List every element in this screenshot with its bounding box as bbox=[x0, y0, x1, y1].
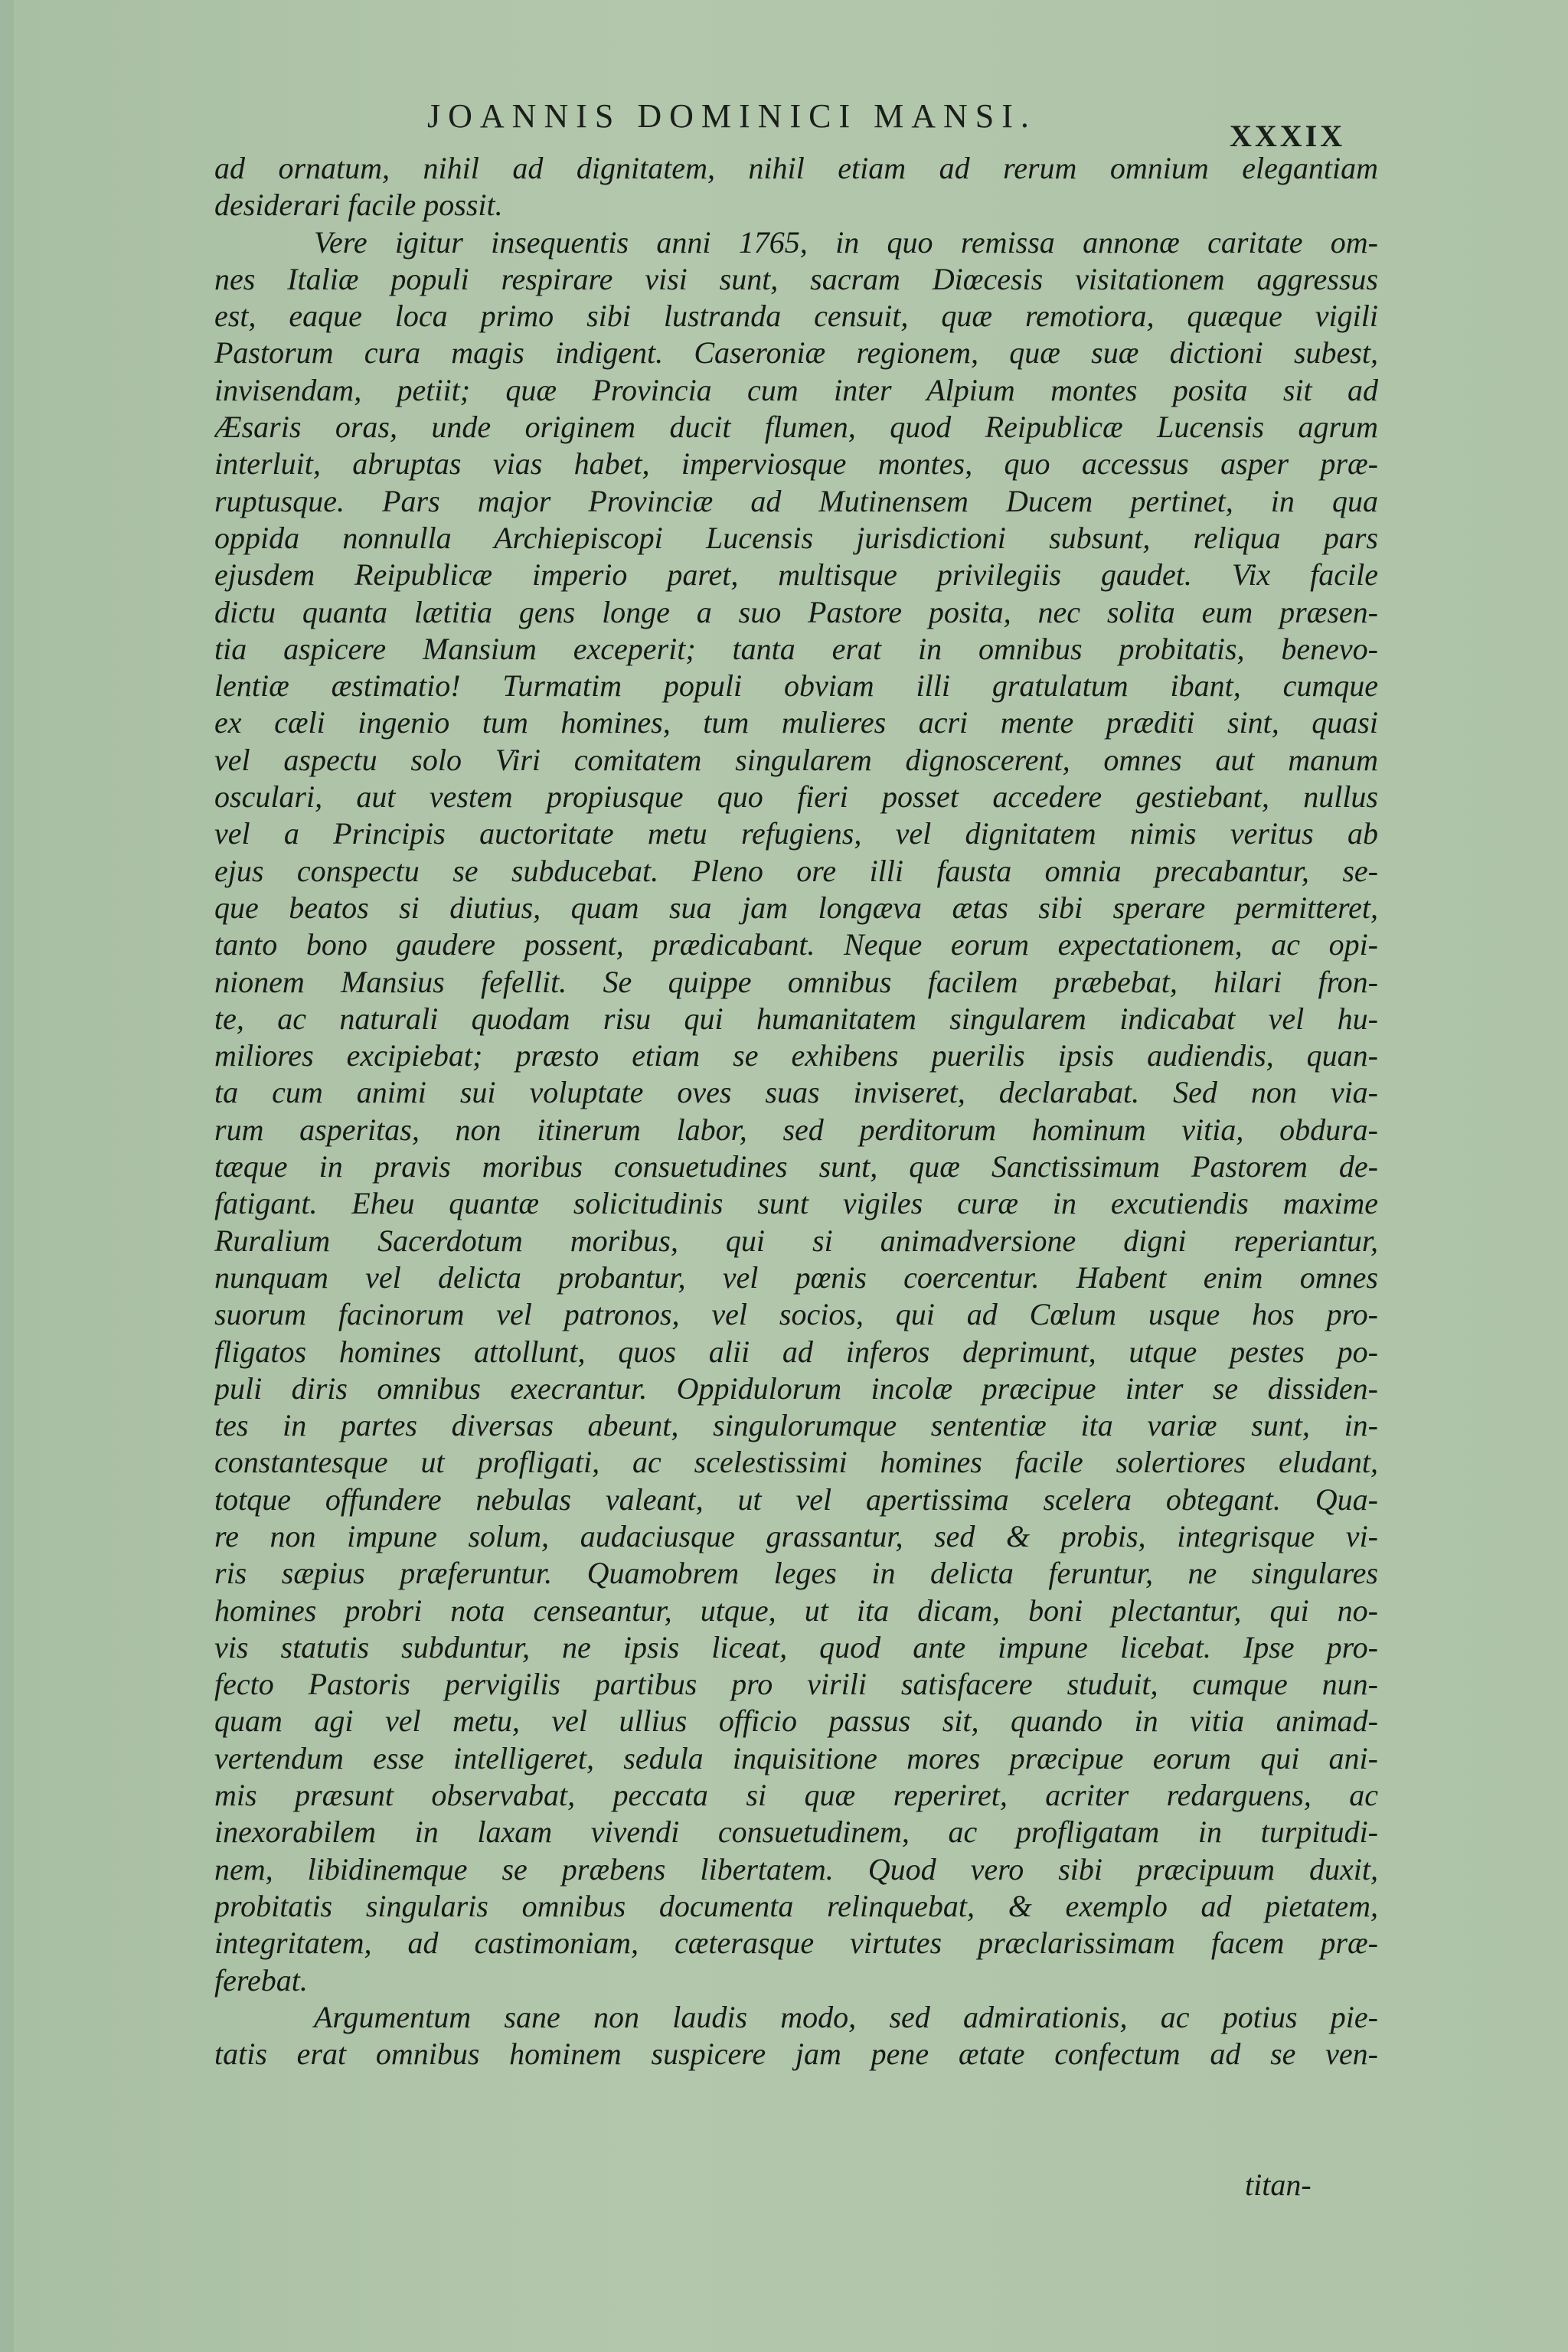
text-line: te, ac naturali quodam risu qui humanitatem singularem indicabat vel hu- bbox=[214, 1001, 1378, 1036]
text-line: rum asperitas, non itinerum labor, sed perditorum hominum vitia, obdura- bbox=[214, 1112, 1378, 1147]
text-line: Pastorum cura magis indigent. Caseroniæ regionem, quæ suæ dictioni subest, bbox=[214, 335, 1378, 371]
text-line: ex cæli ingenio tum homines, tum mulieres acri mente præditi sint, quasi bbox=[214, 705, 1378, 740]
text-line: inexorabilem in laxam vivendi consuetudinem, ac profligatam in turpitudi- bbox=[214, 1815, 1378, 1850]
text-line: tæque in pravis moribus consuetudines sunt, quæ Sanctissimum Pastorem de- bbox=[214, 1149, 1378, 1184]
text-line: ris sæpius præferuntur. Quamobrem leges in delicta feruntur, ne singulares bbox=[214, 1556, 1378, 1591]
text-line: nem, libidinemque se præbens libertatem. Quod vero sibi præcipuum duxit, bbox=[214, 1851, 1378, 1886]
text-line: nionem Mansius fefellit. Se quippe omnibus facilem præbebat, hilari fron- bbox=[214, 964, 1378, 999]
text-line: vel a Principis auctoritate metu refugiens, vel dignitatem nimis veritus ab bbox=[214, 816, 1378, 851]
text-line: homines probri nota censeantur, utque, ut ita dicam, boni plectantur, qui no- bbox=[214, 1592, 1378, 1628]
running-head: JOANNIS DOMINICI MANSI. bbox=[427, 97, 1037, 135]
text-line: suorum facinorum vel patronos, vel socios, qui ad Cœlum usque hos pro- bbox=[214, 1297, 1378, 1332]
text-line: probitatis singularis omnibus documenta relinquebat, & exemplo ad pietatem, bbox=[214, 1888, 1378, 1923]
text-line: tanto bono gaudere possent, prædicabant. Neque eorum expectationem, ac opi- bbox=[214, 927, 1378, 962]
text-line: puli diris omnibus execrantur. Oppidulorum incolæ præcipue inter se dissiden- bbox=[214, 1370, 1378, 1406]
catchword: titan- bbox=[1245, 2167, 1312, 2202]
text-line: ruptusque. Pars major Provinciæ ad Mutinensem Ducem pertinet, in qua bbox=[214, 483, 1378, 518]
text-line: ejusdem Reipublicæ imperio paret, multisque privilegiis gaudet. Vix facile bbox=[214, 557, 1378, 593]
text-line: Argumentum sane non laudis modo, sed admirationis, ac potius pie- bbox=[314, 1999, 1378, 2034]
text-line: oppida nonnulla Archiepiscopi Lucensis jurisdictioni subsunt, reliqua pars bbox=[214, 520, 1378, 555]
text-line: dictu quanta lætitia gens longe a suo Pastore posita, nec solita eum præsen- bbox=[214, 594, 1378, 629]
text-line: est, eaque loca primo sibi lustranda censuit, quæ remotiora, quæque vigili bbox=[214, 299, 1378, 334]
text-line: ejus conspectu se subducebat. Pleno ore illi fausta omnia precabantur, se- bbox=[214, 853, 1378, 888]
text-line: Vere igitur insequentis anni 1765, in quo remissa annonæ caritate om- bbox=[314, 224, 1378, 260]
text-line: fligatos homines attollunt, quos alii ad inferos deprimunt, utque pestes po- bbox=[214, 1334, 1378, 1369]
text-line: quam agi vel metu, vel ullius officio passus sit, quando in vitia animad- bbox=[214, 1704, 1378, 1739]
text-line: mis præsunt observabat, peccata si quæ reperiret, acriter redarguens, ac bbox=[214, 1778, 1378, 1813]
text-line: fecto Pastoris pervigilis partibus pro virili satisfacere studuit, cumque nun- bbox=[214, 1667, 1378, 1702]
text-line: vertendum esse intelligeret, sedula inquisitione mores præcipue eorum qui ani- bbox=[214, 1740, 1378, 1775]
text-line: totque offundere nebulas valeant, ut vel apertissima scelera obtegant. Qua- bbox=[214, 1481, 1378, 1517]
text-line: nes Italiæ populi respirare visi sunt, sacram Diœcesis visitationem aggressus bbox=[214, 261, 1378, 296]
text-line: constantesque ut profligati, ac scelestissimi homines facile solertiores eludant, bbox=[214, 1445, 1378, 1480]
text-line: fatigant. Eheu quantæ solicitudinis sunt vigiles curæ in excutiendis maxime bbox=[214, 1186, 1378, 1221]
text-line: tes in partes diversas abeunt, singulorumque sententiæ ita variæ sunt, in- bbox=[214, 1408, 1378, 1443]
text-line: desiderari facile possit. bbox=[214, 188, 503, 223]
text-line: tatis erat omnibus hominem suspicere jam pene ætate confectum ad se ven- bbox=[214, 2037, 1378, 2072]
text-line: Æsaris oras, unde originem ducit flumen, quod Reipublicæ Lucensis agrum bbox=[214, 410, 1378, 445]
text-line: re non impune solum, audaciusque grassantur, sed & probis, integrisque vi- bbox=[214, 1518, 1378, 1553]
text-line: ta cum animi sui voluptate oves suas inviseret, declarabat. Sed non via- bbox=[214, 1075, 1378, 1110]
text-line: osculari, aut vestem propiusque quo fieri posset accedere gestiebant, nullus bbox=[214, 779, 1378, 815]
text-line: vel aspectu solo Viri comitatem singularem dignoscerent, omnes aut manum bbox=[214, 742, 1378, 777]
text-line: miliores excipiebat; præsto etiam se exhibens puerilis ipsis audiendis, quan- bbox=[214, 1038, 1378, 1073]
text-line: vis statutis subduntur, ne ipsis liceat, quod ante impune licebat. Ipse pro- bbox=[214, 1629, 1378, 1664]
body-text bbox=[214, 150, 1378, 2073]
text-line: ferebat. bbox=[214, 1962, 308, 1998]
text-line: lentiæ æstimatio! Turmatim populi obviam illi gratulatum ibant, cumque bbox=[214, 668, 1378, 704]
text-line: invisendam, petiit; quæ Provincia cum inter Alpium montes posita sit ad bbox=[214, 372, 1378, 407]
text-line: tia aspicere Mansium exceperit; tanta erat in omnibus probitatis, benevo- bbox=[214, 631, 1378, 666]
book-page bbox=[14, 0, 1568, 2352]
page-number: XXXIX bbox=[1230, 119, 1346, 153]
text-line: nunquam vel delicta probantur, vel pœnis coercentur. Habent enim omnes bbox=[214, 1259, 1378, 1295]
text-line: ad ornatum, nihil ad dignitatem, nihil etiam ad rerum omnium elegantiam bbox=[214, 151, 1378, 185]
text-line: interluit, abruptas vias habet, imperviosque montes, quo accessus asper præ- bbox=[214, 446, 1378, 482]
text-line: que beatos si diutius, quam sua jam longæva ætas sibi sperare permitteret, bbox=[214, 890, 1378, 925]
page-header bbox=[14, 90, 1568, 153]
text-line: Ruralium Sacerdotum moribus, qui si animadversione digni reperiantur, bbox=[214, 1223, 1378, 1258]
text-line: integritatem, ad castimoniam, cæterasque virtutes præclarissimam facem præ- bbox=[214, 1926, 1378, 1961]
